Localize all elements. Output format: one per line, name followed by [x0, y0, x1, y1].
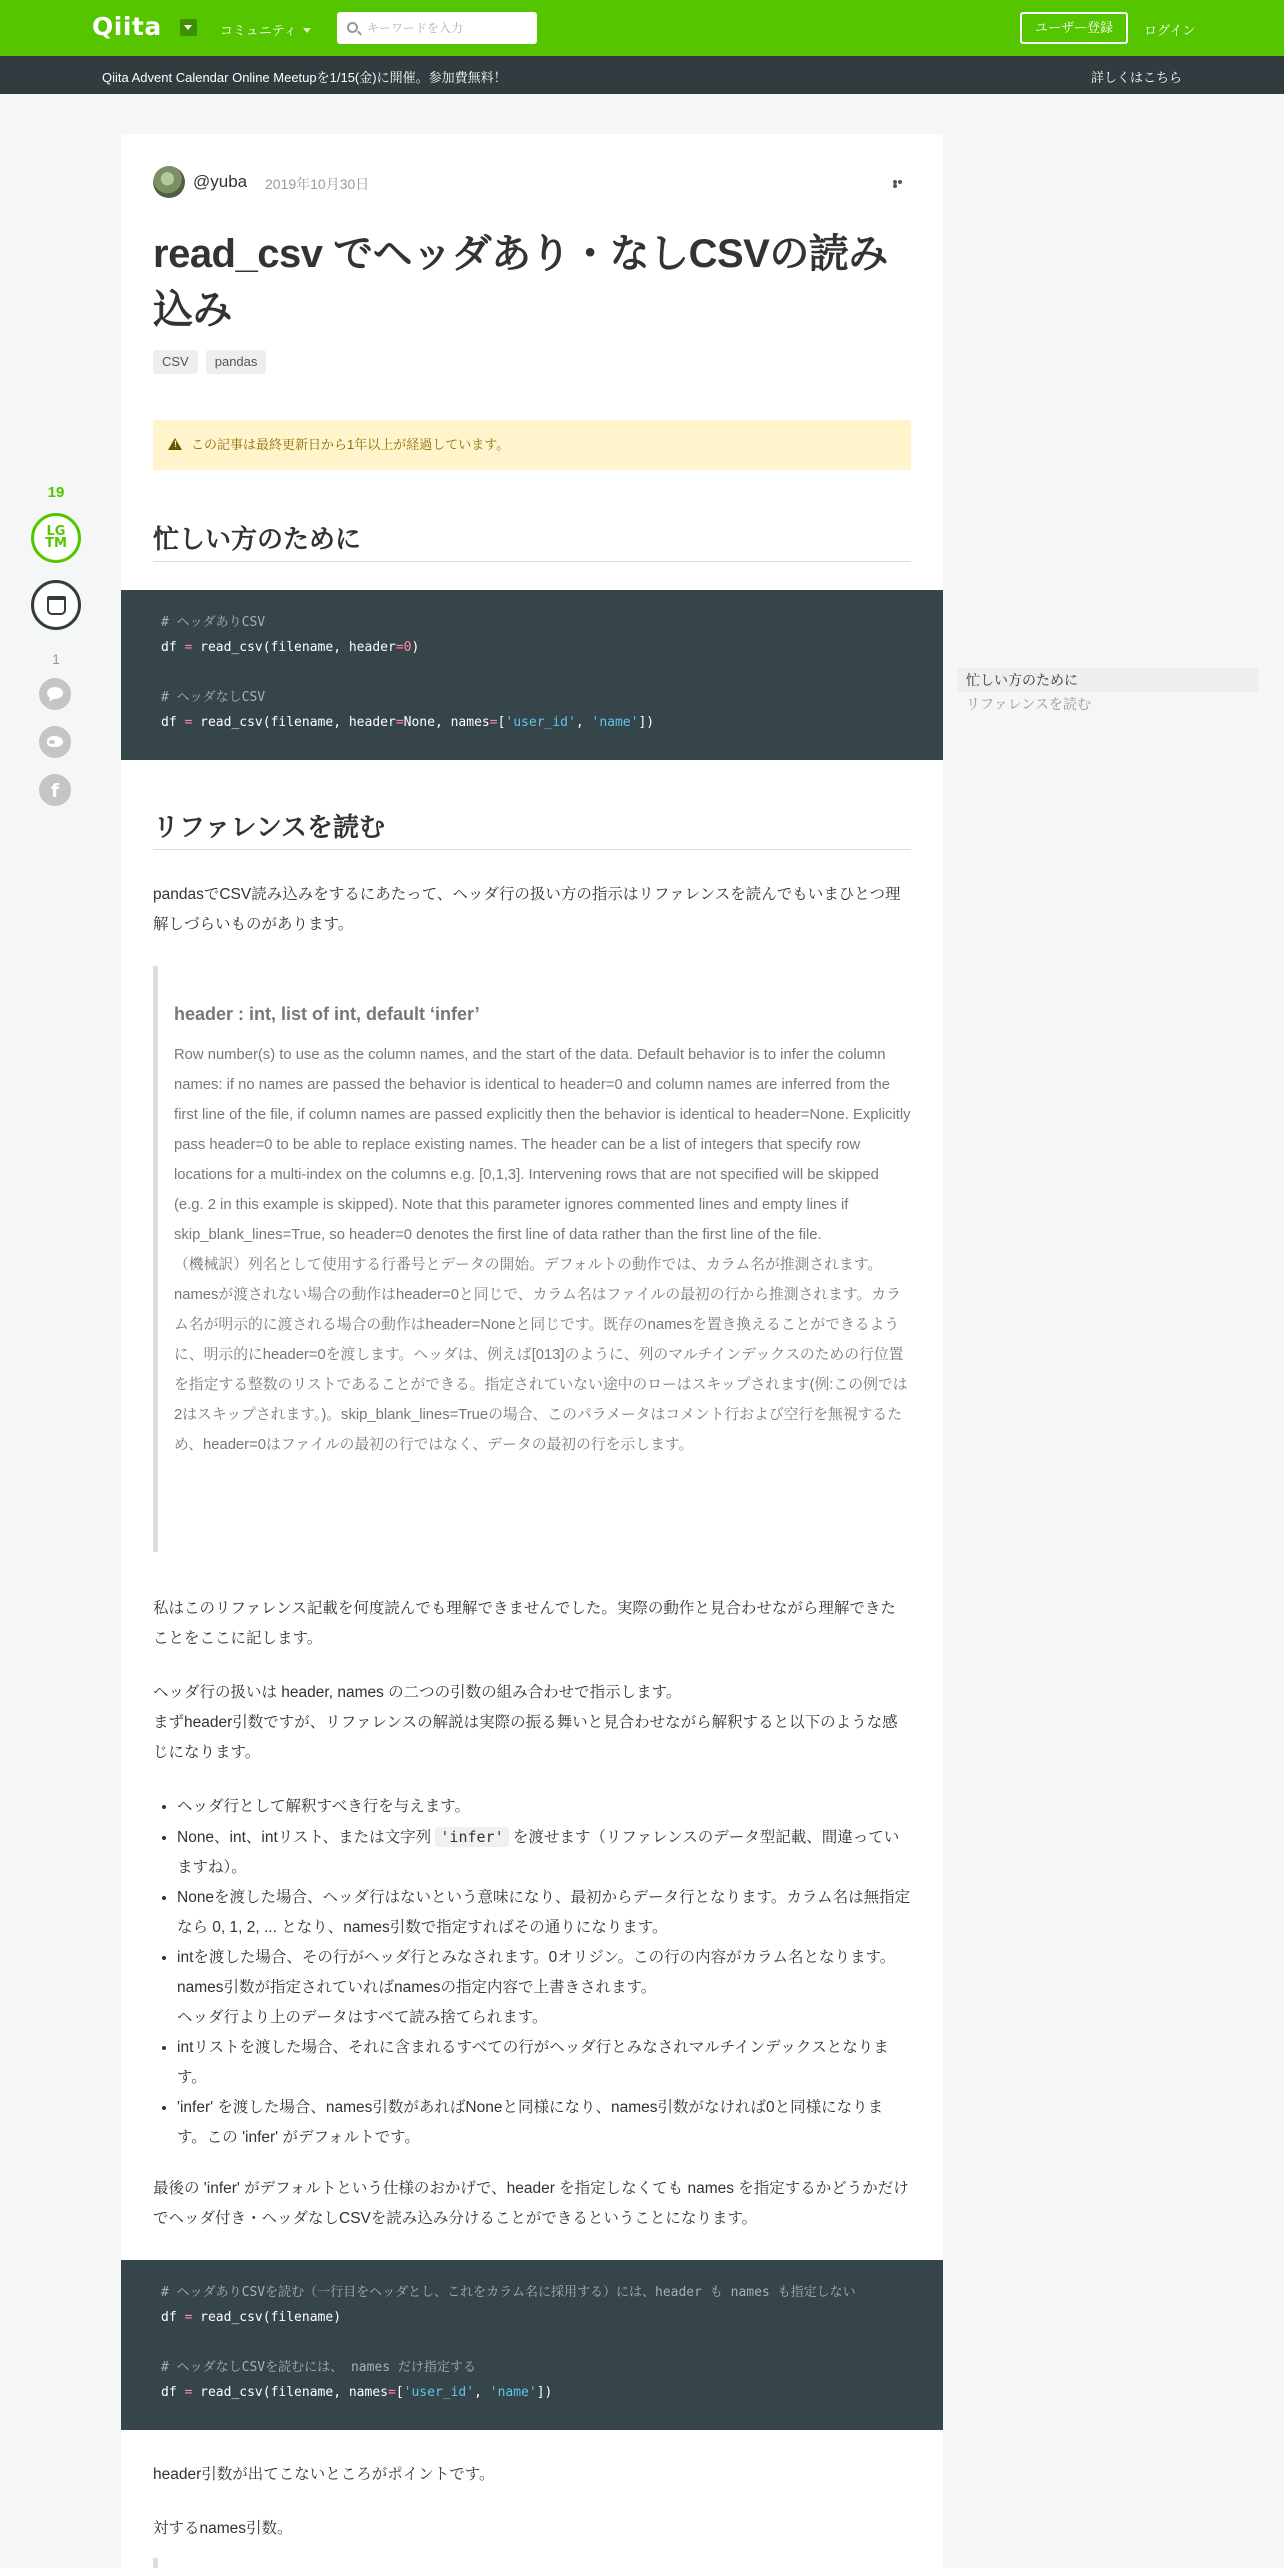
like-count: 19: [47, 484, 65, 501]
tag-csv[interactable]: CSV: [153, 350, 198, 374]
code-line: df = read_csv(filename): [161, 2310, 342, 2325]
paragraph: header引数が出てこないところがポイントです。: [153, 2466, 495, 2483]
paragraph: 私はこのリファレンス記載を何度読んでも理解できませんでした。実際の動作と見合わせながら理解できたことをここに記します。: [153, 1600, 896, 1647]
announcement-text: Qiita Advent Calendar Online Meetupを1/15(金)に開催。参加費無料！: [102, 70, 507, 85]
list-item: • None、int、intリスト、または文字列 'infer' を渡せます（リファレンスのデータ型記載、間違っていますね）。: [177, 1822, 911, 1883]
author-name[interactable]: @yuba: [193, 172, 248, 191]
toc-item-reference[interactable]: リファレンスを読む: [966, 696, 1091, 712]
blockquote-border: [153, 2558, 158, 2568]
lgtm-button[interactable]: [31, 513, 81, 563]
quote-heading: header : int, list of int, default ‘infer’: [174, 1004, 480, 1024]
comment-icon[interactable]: [39, 678, 71, 710]
comment-count: 1: [52, 651, 60, 667]
article-title: read_csv でヘッダあり・なしCSVの読み込み: [153, 232, 888, 332]
chevron-down-icon: [303, 28, 311, 33]
announcement-bar: [0, 56, 1284, 94]
quote-english: Row number(s) to use as the column names, and the start of the data. Default behavior is to infer the column names: if no names are passed the behavior is identical to header=0 and column names are inferred from the first line of the file, if column names are passed explicitly then the behavior is identical to header=None. Explicitly pass header=0 to be able to replace existing names. The header can be a list of integers that specify row locations for a multi-index on the columns e.g. [0,1,3]. Intervening rows that are not specified will be skipped (e.g. 2 in this example is skipped). Note that this parameter ignores commented lines and empty lines if skip_blank_lines=True, so header=0 denotes the first line of data rather than the first line of the file.: [174, 1047, 911, 1243]
global-header: [0, 0, 1284, 56]
notice-text: この記事は最終更新日から1年以上が経過しています。: [191, 437, 510, 452]
tag-pandas[interactable]: pandas: [206, 350, 267, 374]
code-comment: # ヘッダありCSV: [161, 615, 266, 630]
code-line: df = read_csv(filename, header=0): [161, 640, 420, 655]
code-block: [121, 590, 943, 760]
header-arg-list: [153, 1792, 911, 2153]
code-comment: # ヘッダなしCSVを読むには、 names だけ指定する: [161, 2360, 476, 2375]
post-date: 2019年10月30日: [265, 176, 370, 192]
section-heading-reference: リファレンスを読む: [153, 810, 911, 850]
community-menu[interactable]: [220, 20, 311, 39]
stock-button[interactable]: [31, 580, 81, 630]
logo-dropdown-icon[interactable]: [180, 19, 197, 36]
list-item: • 'infer' を渡した場合、names引数があればNoneと同様になり、names引数がなければ0と同様になります。この 'infer' がデフォルトです。: [177, 2093, 911, 2153]
warning-icon: [168, 438, 182, 450]
code-line: df = read_csv(filename, names=['user_id', 'name']): [161, 2385, 553, 2400]
code-line: df = read_csv(filename, header=None, names=['user_id', 'name']): [161, 715, 655, 730]
paragraph-line: まずheader引数ですが、リファレンスの解説は実際の振る舞いと見合わせながら解釈すると以下のような感じになります。: [153, 1714, 898, 1761]
avatar[interactable]: [153, 166, 185, 198]
inline-code: 'infer': [435, 1827, 508, 1847]
list-item: • intを渡した場合、その行がヘッダ行とみなされます。0オリジン。この行の内容がカラム名となります。names引数が指定されていればnamesの指定内容で上書きされます。 ヘッダ行より上のデータはすべて読み捨てられます。: [177, 1943, 911, 2033]
search-input[interactable]: [367, 18, 527, 38]
list-item: • Noneを渡した場合、ヘッダ行はないという意味になり、最初からデータ行となります。カラム名は無指定なら 0, 1, 2, ... となり、names引数で指定すればその通りになります。: [177, 1883, 911, 1943]
signup-button[interactable]: ユーザー登録: [1020, 12, 1128, 44]
paragraph: 対するnames引数。: [153, 2520, 293, 2537]
code-block: [121, 2260, 943, 2430]
search-box[interactable]: [337, 12, 537, 44]
paragraph-line: ヘッダ行の扱いは header, names の二つの引数の組み合わせで指示します。: [153, 1684, 682, 1701]
list-item: • ヘッダ行として解釈すべき行を与えます。: [177, 1792, 911, 1822]
login-link[interactable]: ログイン: [1144, 23, 1196, 38]
outdated-notice: [153, 420, 911, 470]
qiita-logo[interactable]: Qiita: [92, 12, 162, 41]
list-item: • intリストを渡した場合、それに含まれるすべての行がヘッダ行とみなされマルチインデックスとなります。: [177, 2033, 911, 2093]
tag-list: [153, 350, 911, 374]
more-options-icon[interactable]: [893, 180, 907, 184]
stock-icon: [47, 596, 66, 615]
quote-japanese: （機械訳）列名として使用する行番号とデータの開始。デフォルトの動作では、カラム名が推測されます。namesが渡されない場合の動作はheader=0と同じで、カラム名はファイルの最初の行から推測されます。カラム名が明示的に渡される場合の動作はheader=Noneと同じです。既存のnamesを置き換えることができるように、明示的にheader=0を渡します。ヘッダは、例えば[013]のように、列のマルチインデックスのための行位置を指定する整数のリストであることができる。指定されていない途中のローはスキップされます(例:この例では2はスキップされます。)。skip_blank_lines=Trueの場合、このパラメータはコメント行および空行を無視するため、header=0はファイルの最初の行ではなく、データの最初の行を示します。: [174, 1257, 908, 1453]
code-comment: # ヘッダありCSVを読む（一行目をヘッダとし、これをカラム名に採用する）には、header も names も指定しない: [161, 2285, 856, 2300]
community-label: コミュニティ: [220, 23, 297, 38]
code-comment: # ヘッダなしCSV: [161, 690, 266, 705]
toc-item-busy[interactable]: 忙しい方のために: [958, 668, 1258, 692]
paragraph: 最後の 'infer' がデフォルトという仕様のおかげで、header を指定しなくても names を指定するかどうかだけでヘッダ付き・ヘッダなしCSVを読み込み分けることができるということになります。: [153, 2180, 909, 2227]
announcement-link[interactable]: 詳しくはこちら: [1090, 70, 1182, 85]
blockquote: [153, 966, 911, 1552]
article-card: [121, 134, 943, 2568]
paragraph: pandasでCSV読み込みをするにあたって、ヘッダ行の扱い方の指示はリファレンスを読んでもいまひとつ理解しづらいものがあります。: [153, 886, 901, 933]
facebook-icon[interactable]: f: [39, 774, 71, 806]
section-heading-busy: 忙しい方のために: [153, 522, 911, 562]
twitter-icon[interactable]: [39, 726, 71, 758]
table-of-contents: [958, 668, 1258, 716]
search-icon: [347, 22, 358, 33]
lgtm-icon: LG TM: [45, 524, 67, 551]
paragraph: [153, 1678, 911, 1768]
